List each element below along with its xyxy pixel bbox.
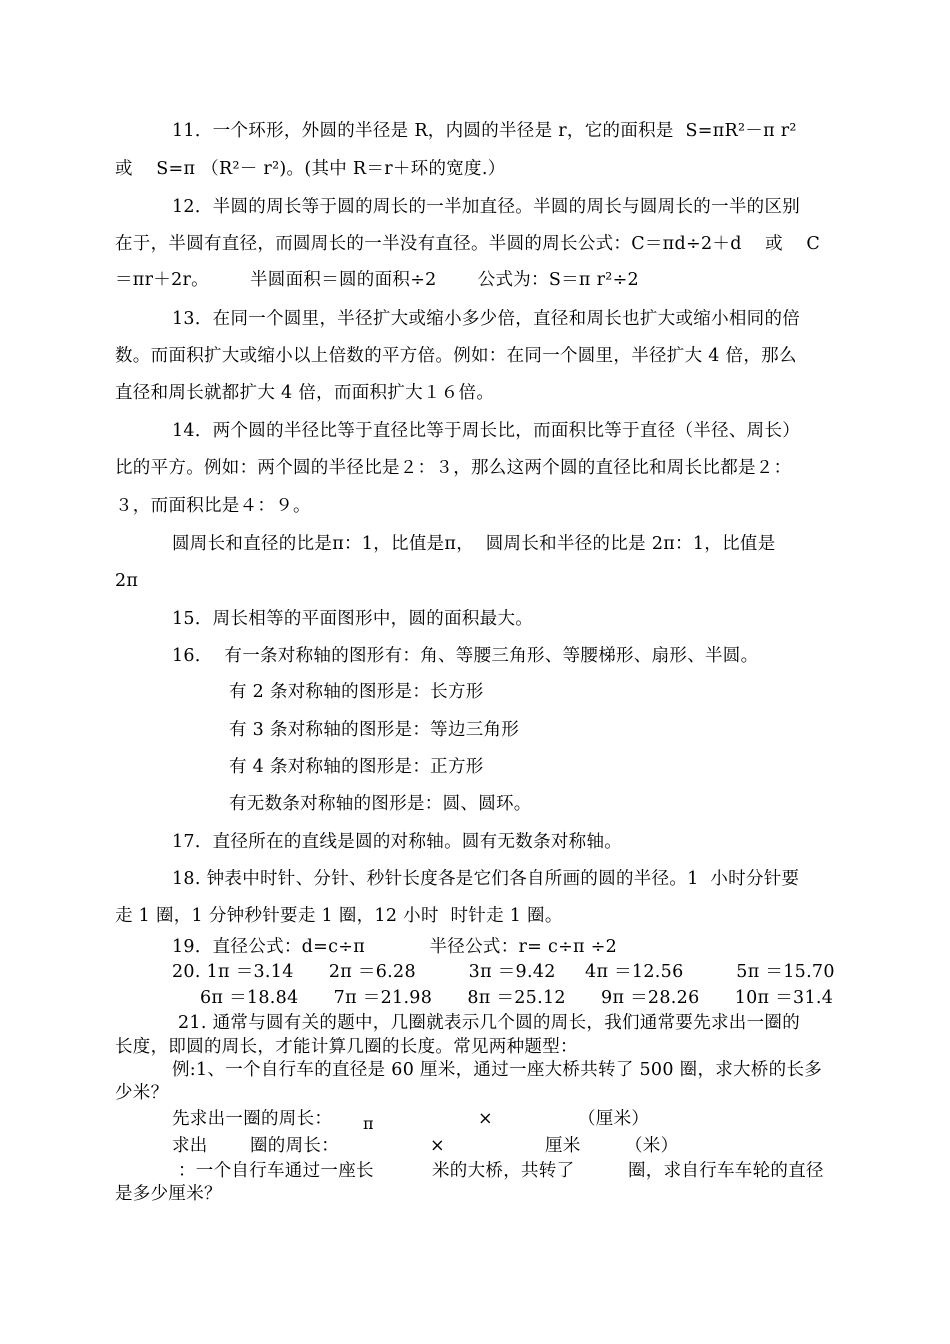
step-2-times: ×	[430, 1136, 445, 1156]
axis-2: 有 2 条对称轴的图形是：长方形	[229, 682, 484, 702]
item-13-line-2: 数。而面积扩大或缩小以上倍数的平方倍。例如：在同一个圆里，半径扩大 4 倍，那么	[115, 346, 797, 366]
step-2-unit-cm: 厘米	[545, 1136, 581, 1156]
example-2-line-2: 是多少厘米？	[115, 1184, 222, 1204]
item-18-line-1: 18. 钟表中时针、分针、秒针长度各是它们各自所画的圆的半径。1 小时分针要	[172, 869, 800, 889]
step-2-label-2: 圈的周长：	[250, 1136, 339, 1156]
example-2-part-2: 米的大桥，共转了	[432, 1161, 575, 1181]
ratio-line-1: 圆周长和直径的比是π：1，比值是π， 圆周长和半径的比是 2π：1，比值是	[172, 534, 776, 554]
item-12-line-2: 在于，半圆有直径，而圆周长的一半没有直径。半圆的周长公式：C＝πd÷2＋d 或 C	[115, 234, 821, 254]
item-14-line-3: ３，而面积比是４：９。	[115, 496, 311, 516]
step-1-pi: π	[363, 1114, 374, 1133]
item-11-line-1: 11．一个环形，外圆的半径是 R，内圆的半径是 r，它的面积是 S=πR²－π r²	[172, 121, 797, 141]
item-18-line-2: 走 1 圈，1 分钟秒针要走 1 圈，12 小时 时针走 1 圈。	[115, 906, 563, 926]
example-2-part-1: ：一个自行车通过一座长	[178, 1161, 374, 1181]
step-2-unit-m: （米）	[625, 1136, 679, 1156]
item-12-line-3: ＝πr＋2r。 半圆面积＝圆的面积÷2 公式为：S＝π r²÷2	[115, 270, 639, 290]
item-11-line-2: 或 S=π （R²－ r²)。(其中 R＝r＋环的宽度.）	[115, 159, 506, 179]
example-1-line-2: 少米？	[115, 1083, 169, 1103]
step-1-unit: （厘米）	[578, 1109, 650, 1129]
step-2-label: 求出	[172, 1136, 208, 1156]
item-17: 17．直径所在的直线是圆的对称轴。圆有无数条对称轴。	[172, 832, 623, 852]
item-16: 16． 有一条对称轴的图形有：角、等腰三角形、等腰梯形、扇形、半圆。	[172, 646, 759, 666]
step-1-label: 先求出一圈的周长：	[172, 1109, 333, 1129]
ratio-line-2: 2π	[115, 571, 139, 591]
item-19: 19．直径公式：d=c÷π 半径公式：r= c÷π ÷2	[172, 937, 618, 957]
item-20-line-1: 20. 1π ＝3.14 2π ＝6.28 3π ＝9.42 4π ＝12.56 5π ＝15.70	[172, 962, 835, 982]
axis-infinite: 有无数条对称轴的图形是：圆、圆环。	[229, 794, 532, 814]
item-14-line-2: 比的平方。例如：两个圆的半径比是２：３，那么这两个圆的直径比和周长比都是２：	[115, 458, 792, 478]
item-15: 15．周长相等的平面图形中，圆的面积最大。	[172, 609, 534, 629]
axis-4: 有 4 条对称轴的图形是：正方形	[229, 757, 484, 777]
step-1-times: ×	[478, 1109, 493, 1129]
item-21-line-1: 21. 通常与圆有关的题中，几圈就表示几个圆的周长，我们通常要先求出一圈的	[178, 1013, 800, 1033]
example-2-part-3: 圈，求自行车车轮的直径	[628, 1161, 824, 1181]
item-20-line-2: 6π ＝18.84 7π ＝21.98 8π ＝25.12 9π ＝28.26 10π ＝31.4	[200, 988, 834, 1008]
item-13-line-3: 直径和周长就都扩大 4 倍，而面积扩大１６倍。	[115, 383, 495, 403]
item-13-line-1: 13．在同一个圆里，半径扩大或缩小多少倍，直径和周长也扩大或缩小相同的倍	[172, 309, 801, 329]
example-1-line-1: 例:1、一个自行车的直径是 60 厘米，通过一座大桥共转了 500 圈，求大桥的长多	[172, 1060, 823, 1080]
axis-3: 有 3 条对称轴的图形是：等边三角形	[229, 720, 520, 740]
item-21-line-2: 长度，即圆的周长，才能计算几圈的长度。常见两种题型：	[115, 1037, 578, 1057]
item-14-line-1: 14．两个圆的半径比等于直径比等于周长比，而面积比等于直径（半径、周长）	[172, 421, 801, 441]
item-12-line-1: 12．半圆的周长等于圆的周长的一半加直径。半圆的周长与圆周长的一半的区别	[172, 197, 801, 217]
